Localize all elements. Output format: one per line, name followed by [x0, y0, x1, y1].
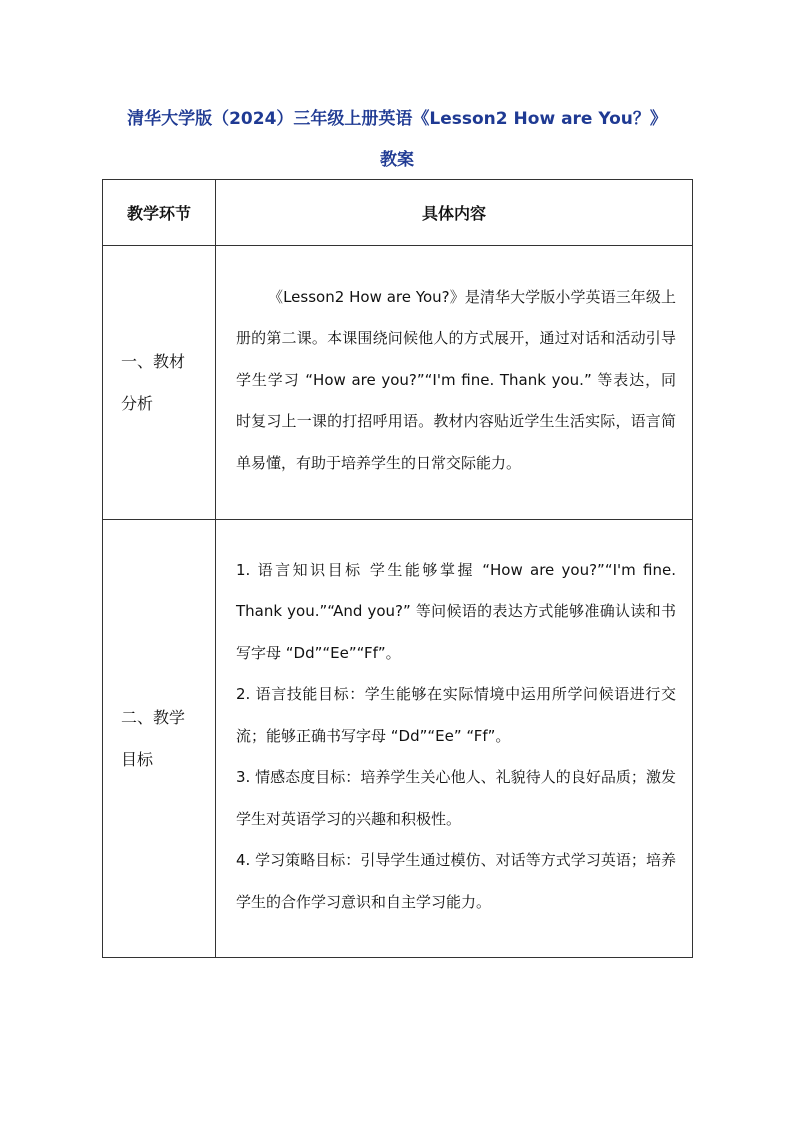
row-label-textbook-analysis: [103, 246, 216, 520]
content-paragraph: 4. 学习策略目标：引导学生通过模仿、对话等方式学习英语；培养学生的合作学习意识和自主学习能力。: [236, 851, 676, 911]
content-paragraph: 2. 语言技能目标：学生能够在实际情境中运用所学问候语进行交流；能够正确书写字母 “Dd”“Ee” “Ff”。: [236, 685, 676, 745]
lesson-plan-table: [102, 179, 693, 958]
document-title-continued: 教案: [380, 150, 414, 170]
row-label-line: 一、教材: [121, 351, 186, 371]
table-row: [103, 246, 693, 520]
content-paragraph: 《Lesson2 How are You?》是清华大学版小学英语三年级上册的第二课。本课围绕问候他人的方式展开，通过对话和活动引导学生学习 “How are you?”“I'm fine. Thank you.” 等表达，同时复习上一课的打招呼用语。教材内容贴近学生生活实际，语言简单易懂，有助于培养学生的日常交际能力。: [236, 287, 676, 472]
row-content-teaching-goals: [216, 520, 693, 958]
table-row: [103, 520, 693, 958]
column-header-content: 具体内容: [216, 180, 693, 246]
column-header-stage: 教学环节: [103, 180, 216, 246]
document-title: 清华大学版（2024）三年级上册英语《Lesson2 How are You？》: [127, 109, 667, 129]
row-label-line: 目标: [121, 749, 154, 769]
row-label-line: 二、教学: [121, 707, 186, 727]
table-header-row: [103, 180, 693, 246]
row-label-teaching-goals: [103, 520, 216, 958]
content-paragraph: 3. 情感态度目标：培养学生关心他人、礼貌待人的良好品质；激发学生对英语学习的兴趣和积极性。: [236, 768, 676, 828]
row-content-textbook-analysis: [216, 246, 693, 520]
content-paragraph: 1. 语言知识目标 学生能够掌握 “How are you?”“I'm fine. Thank you.”“And you?” 等问候语的表达方式能够准确认读和书写字母 “Dd”“Ee”“Ff”。: [236, 560, 676, 662]
row-label-line: 分析: [121, 393, 154, 413]
